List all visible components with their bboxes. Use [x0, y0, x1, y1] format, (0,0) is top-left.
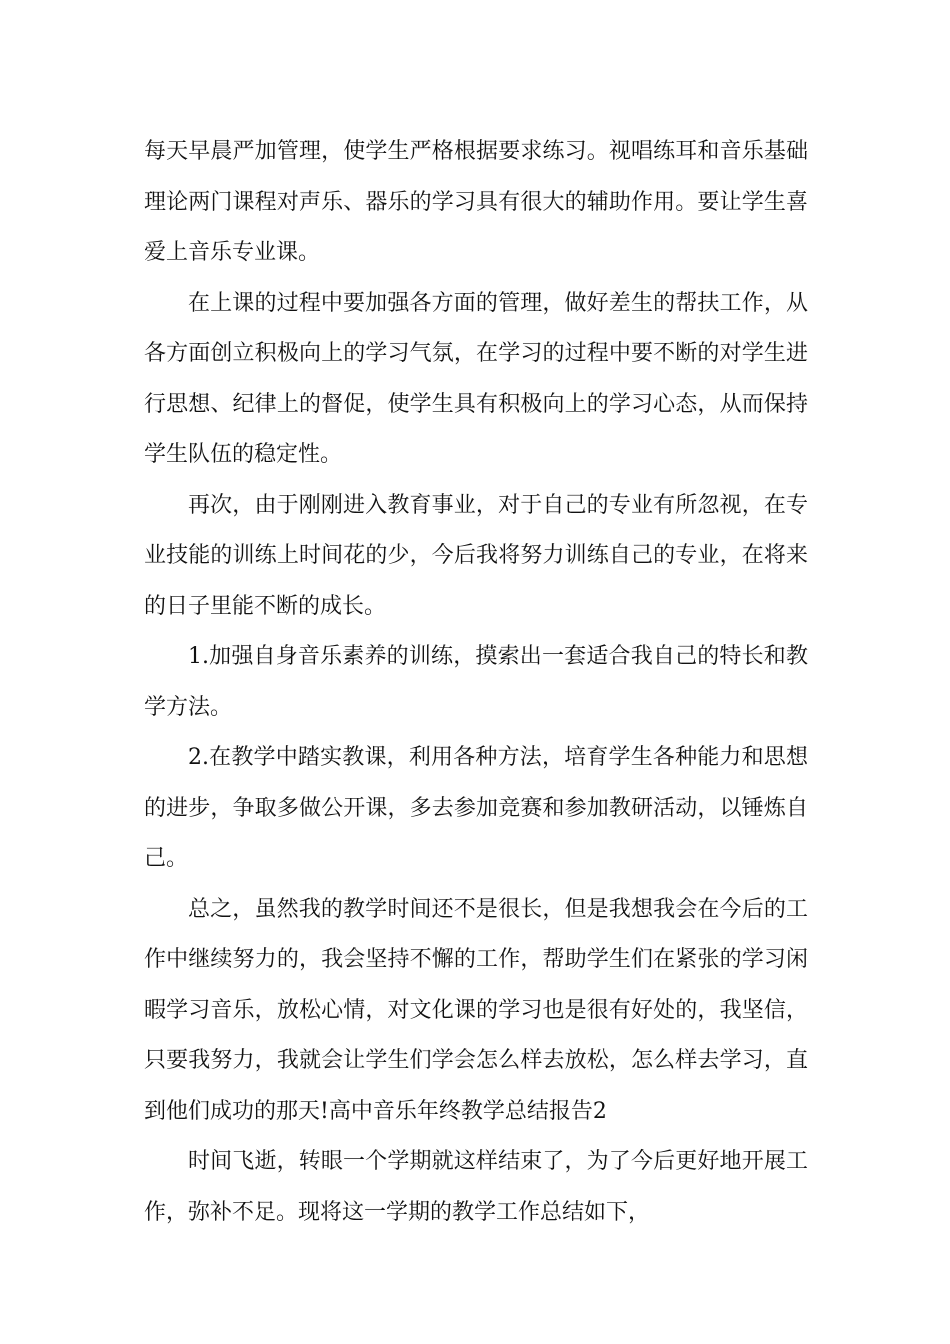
paragraph-list-item: 1.加强自身音乐素养的训练，摸索出一套适合我自己的特长和教学方法。 [144, 644, 808, 720]
paragraph: 时间飞逝，转眼一个学期就这样结束了，为了今后更好地开展工作，弥补不足。现将这一学期的教学工作总结如下， [144, 1149, 808, 1225]
paragraph: 总之，虽然我的教学时间还不是很长，但是我想我会在今后的工作中继续努力的，我会坚持不懈的工作，帮助学生们在紧张的学习闲暇学习音乐，放松心情，对文化课的学习也是很有好处的，我坚信，只要我努力，我就会让学生们学会怎么样去放松，怎么样去学习，直到他们成功的那天!高中音乐年终教学总结报告2 [144, 896, 808, 1124]
document-page [144, 127, 808, 1238]
paragraph: 再次，由于刚刚进入教育事业，对于自己的专业有所忽视，在专业技能的训练上时间花的少，今后我将努力训练自己的专业，在将来的日子里能不断的成长。 [144, 492, 808, 619]
paragraph: 在上课的过程中要加强各方面的管理，做好差生的帮扶工作，从各方面创立积极向上的学习气氛，在学习的过程中要不断的对学生进行思想、纪律上的督促，使学生具有积极向上的学习心态，从而保持学生队伍的稳定性。 [144, 290, 808, 467]
paragraph-list-item: 2.在教学中踏实教课，利用各种方法，培育学生各种能力和思想的进步，争取多做公开课，多去参加竞赛和参加教研活动，以锤炼自己。 [144, 745, 808, 871]
paragraph: 每天早晨严加管理，使学生严格根据要求练习。视唱练耳和音乐基础理论两门课程对声乐、器乐的学习具有很大的辅助作用。要让学生喜爱上音乐专业课。 [144, 139, 808, 265]
